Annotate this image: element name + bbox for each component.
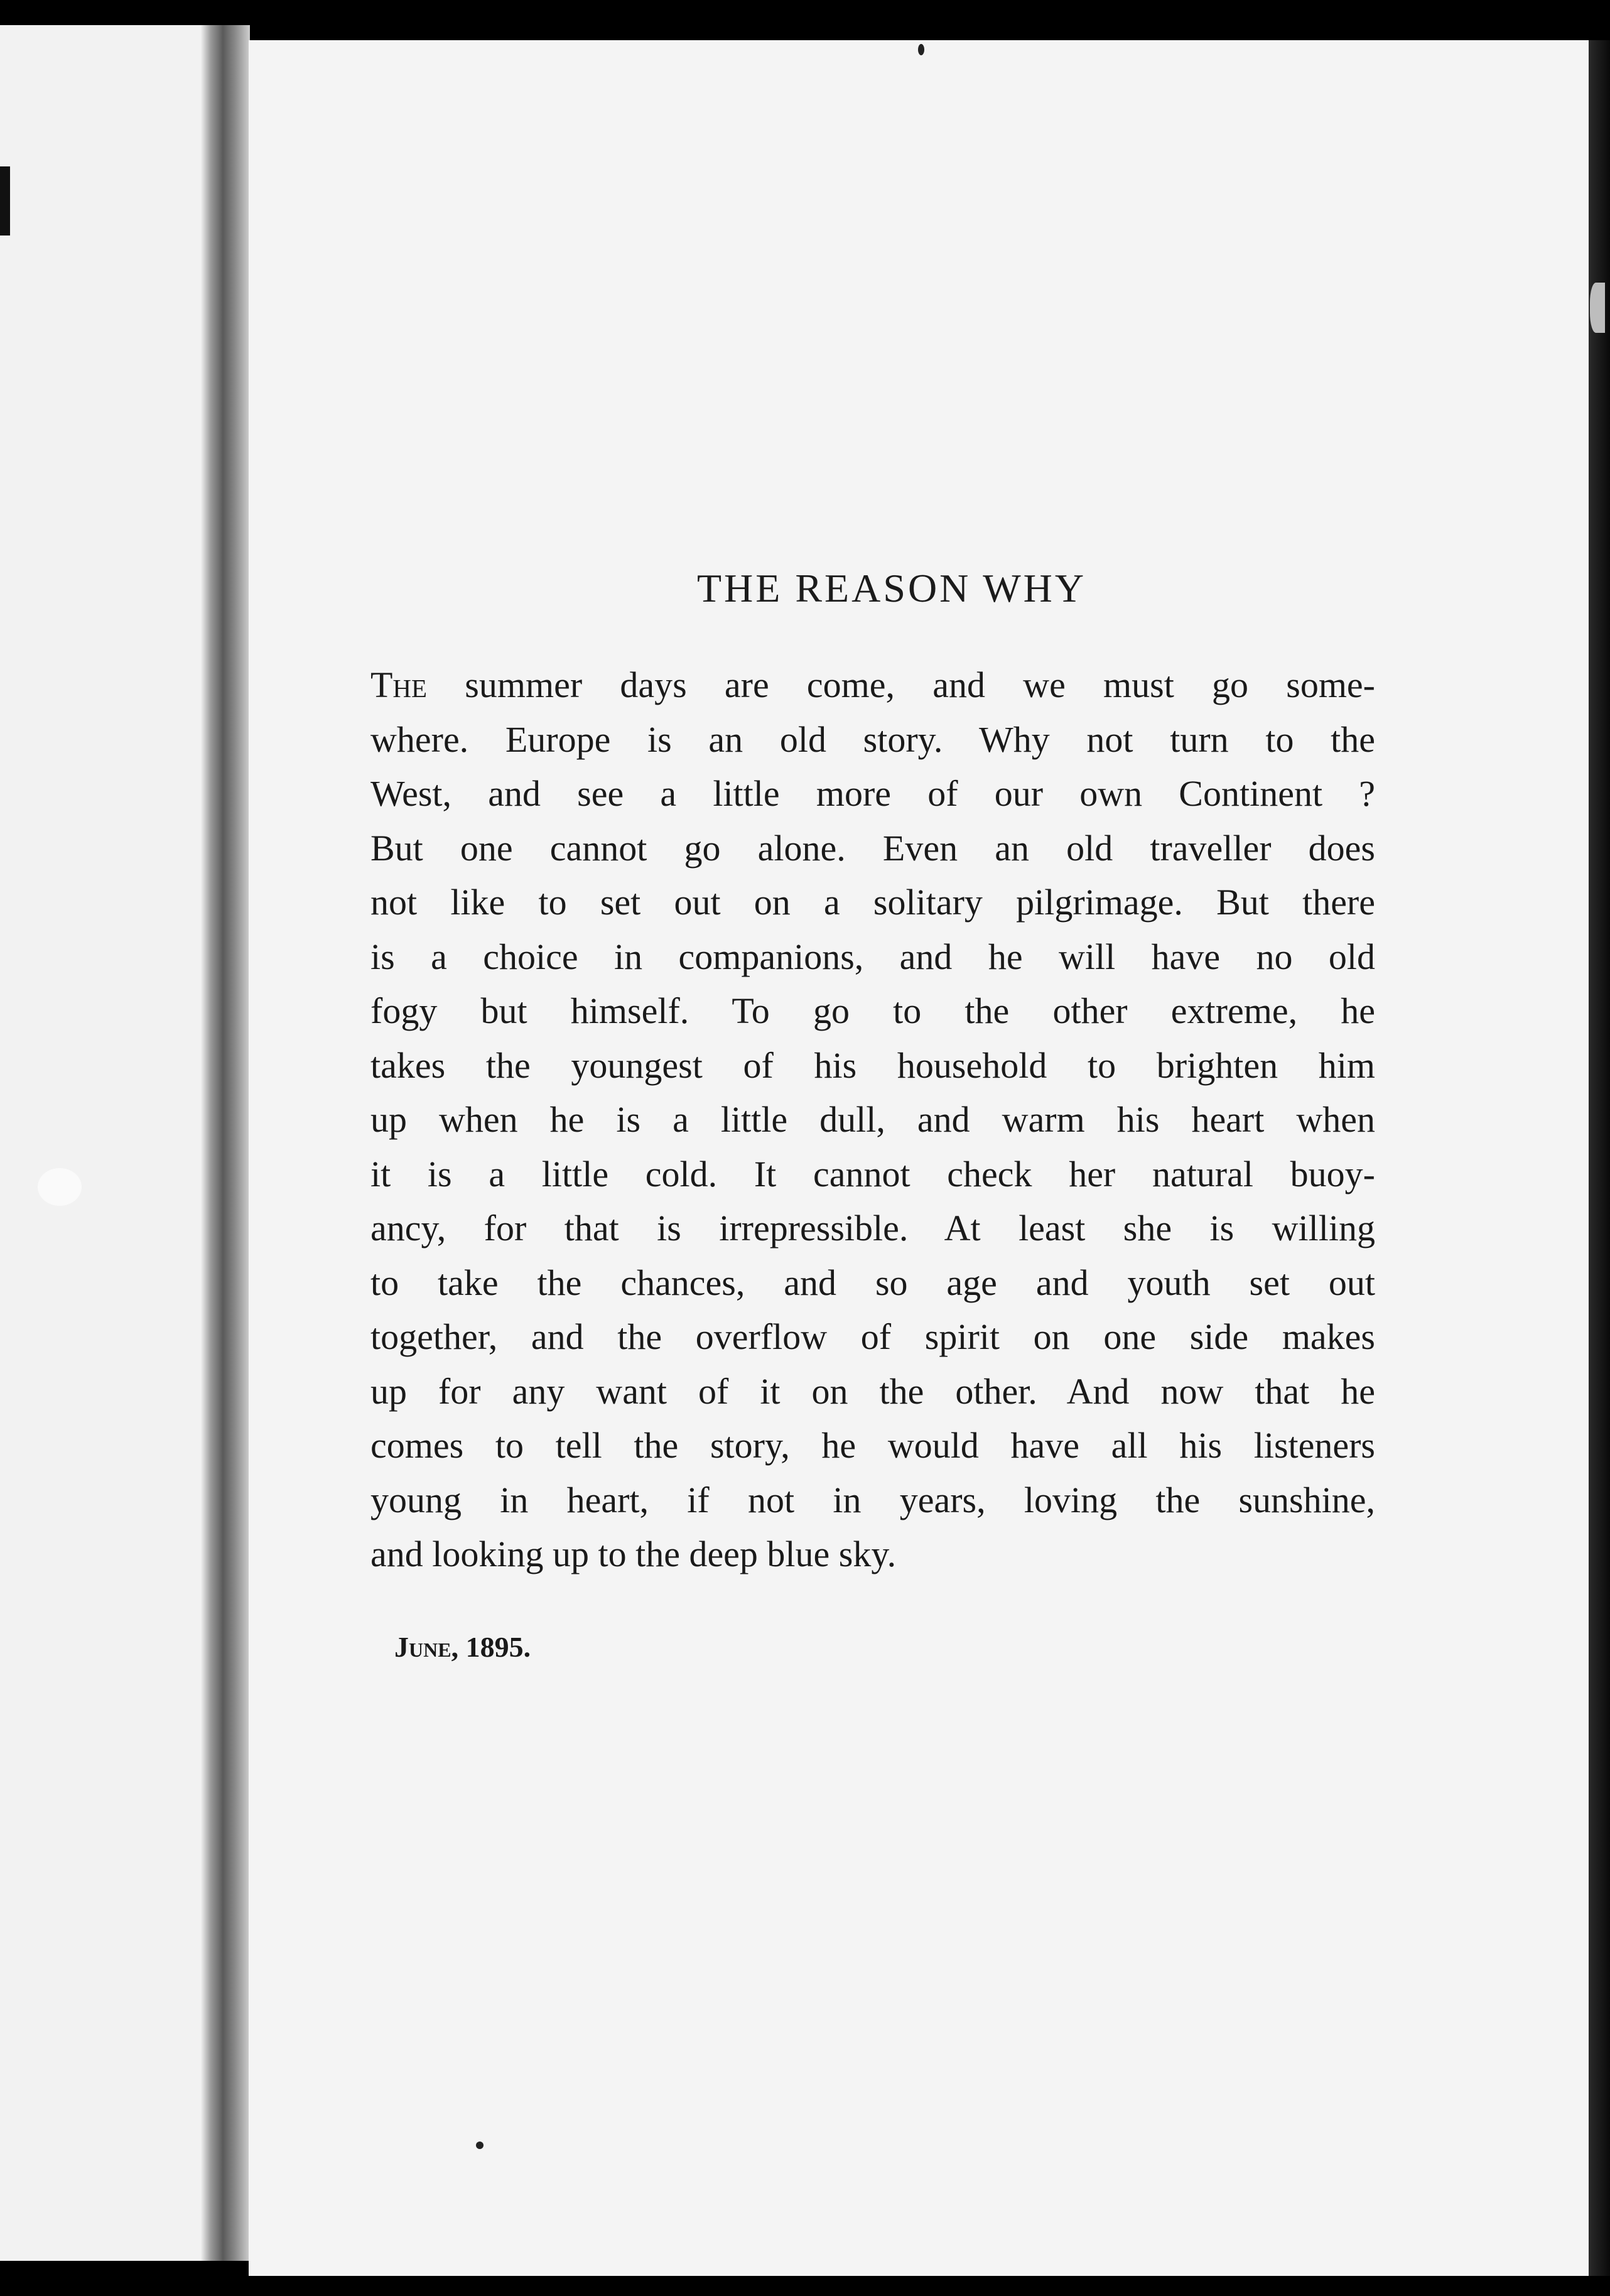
text-line: to take the chances, and so age and youth set out <box>370 1262 1375 1303</box>
ink-speck <box>476 2142 484 2149</box>
text-line: West, and see a little more of our own Continent ? <box>370 773 1375 814</box>
page-edge-nick <box>1590 283 1605 333</box>
text-line: fogy but himself. To go to the other extreme, he <box>370 990 1375 1031</box>
page-title: THE REASON WHY <box>696 566 1087 610</box>
text-line: up when he is a little dull, and warm his heart when <box>370 1099 1375 1140</box>
text-line: young in heart, if not in years, loving the sunshine, <box>370 1479 1375 1520</box>
text-line: up for any want of it on the other. And now that he <box>370 1370 1375 1412</box>
right-page-edge <box>1589 40 1610 2276</box>
text-line: comes to tell the story, he would have all his listeners <box>370 1425 1375 1466</box>
body-paragraph <box>370 658 1375 1582</box>
left-page-print-mark <box>0 166 10 236</box>
text-line: not like to set out on a solitary pilgrimage. But there <box>370 882 1375 923</box>
text-line: is a choice in companions, and he will have no old <box>370 936 1375 977</box>
text-line <box>370 658 1375 713</box>
text-line: together, and the overflow of spirit on one side makes <box>370 1316 1375 1357</box>
text-line: But one cannot go alone. Even an old traveller does <box>370 827 1375 869</box>
text-line: and looking up to the deep blue sky. <box>370 1534 897 1574</box>
page-gutter-shadow <box>201 25 250 2261</box>
text-line: where. Europe is an old story. Why not turn to the <box>370 718 1375 760</box>
text-line-content: summer days are come, and we must go some- <box>427 664 1375 705</box>
lead-in-word: The <box>370 664 428 705</box>
text-line: ancy, for that is irrepressible. At least she is willing <box>370 1208 1375 1248</box>
left-page-fragment <box>0 25 207 2261</box>
text-line: takes the youngest of his household to brighten him <box>370 1044 1375 1086</box>
dateline: June, 1895. <box>394 1631 531 1663</box>
paper-blot <box>38 1168 82 1206</box>
ink-speck <box>918 44 924 55</box>
text-line: it is a little cold. It cannot check her natural buoy- <box>370 1153 1375 1194</box>
